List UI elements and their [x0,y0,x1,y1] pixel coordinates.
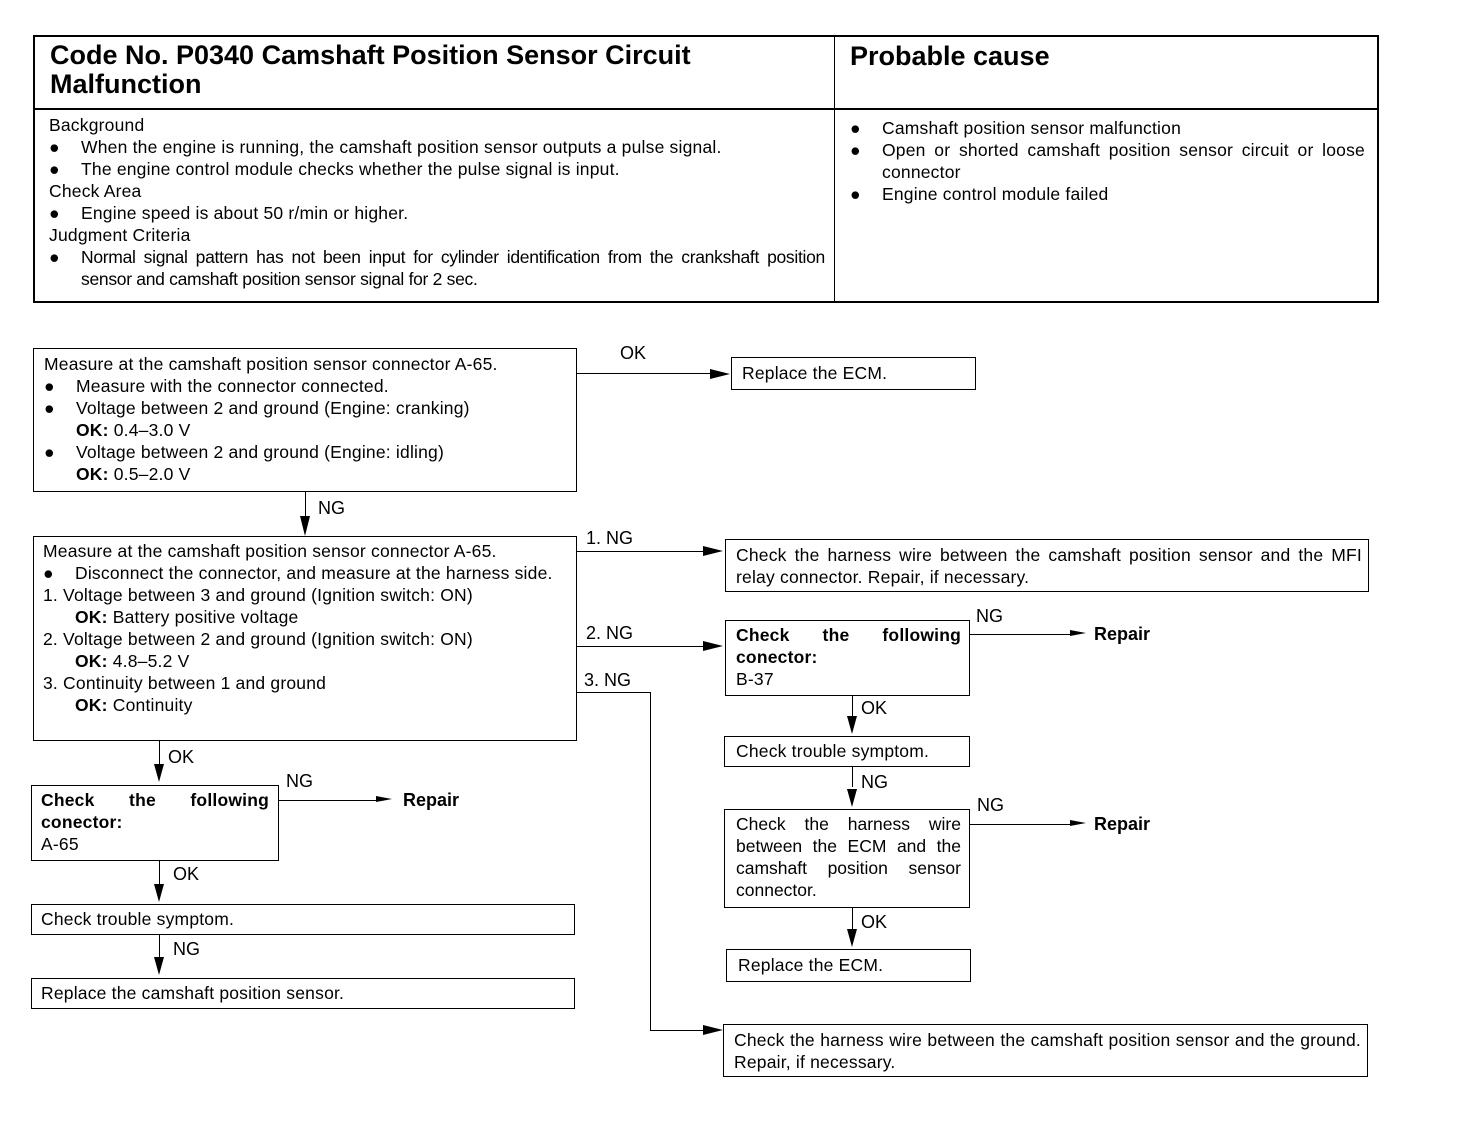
replace-ecm-box-top: Replace the ECM. [731,357,976,390]
probable-cause-item: ● Engine control module failed [850,184,1109,204]
ng2-repair-label: Repair [1094,624,1151,644]
probable-cause-item: ● Camshaft position sensor malfunction [850,118,1182,138]
bullet-icon: ● [49,137,60,157]
check-connector-title: Check the following conector: [41,790,269,832]
check-connector-a65-box [31,785,279,861]
bullet-icon: ● [44,442,55,462]
ng2-label: 2. NG [586,623,634,643]
ng2-harness-repair-label: Repair [1094,814,1151,834]
step1-item: ● Measure with the connector connected. [44,376,389,396]
arrow-right-icon [1070,630,1086,636]
step2-title: Measure at the camshaft position sensor connector A-65. [43,541,497,561]
connector-line [650,692,651,1030]
arrow-right-icon [703,1025,723,1035]
bullet-icon: ● [44,376,55,396]
step1-ok-idling: OK: 0.5–2.0 V [76,464,191,484]
arrow-down-icon [300,516,310,536]
connector-line [577,551,705,552]
step2-item2: 2. Voltage between 2 and ground (Ignition switch: ON) [43,629,473,649]
ng2-trouble-ng-label: NG [861,772,888,792]
arrow-down-icon [847,716,857,734]
connector-line [577,692,651,693]
check-area-item: ● Engine speed is about 50 r/min or higher. [49,203,409,223]
a65-ok-label: OK [173,864,200,884]
description-panel [49,114,825,290]
a65-ng-label: NG [286,771,313,791]
bullet-icon: ● [49,159,60,179]
connector-id: B-37 [736,669,774,689]
ng2-harness-ng-label: NG [977,795,1004,815]
ng1-result-box: Check the harness wire between the camshaft position sensor and the MFI relay connector. Repair, if necessary. [725,539,1369,592]
arrow-down-icon [154,764,164,782]
ng3-label: 3. NG [584,670,632,690]
header-divider-horizontal [33,108,1379,110]
bullet-icon: ● [43,563,54,583]
background-label: Background [49,115,145,135]
ng2-ng-label: NG [976,606,1003,626]
probable-cause-list [850,117,1365,205]
judgment-label: Judgment Criteria [49,225,191,245]
left-trouble-ng-label: NG [173,939,200,959]
ng1-label: 1. NG [586,528,634,548]
bullet-icon: ● [49,203,60,223]
code-title: Code No. P0340 Camshaft Position Sensor Circuit Malfunction [50,40,691,99]
left-trouble-box: Check trouble symptom. [31,904,575,935]
arrow-down-icon [154,957,164,975]
connector-line [852,696,853,716]
step2-item3: 3. Continuity between 1 and ground [43,673,327,693]
connector-line [577,373,712,374]
step1-item: ● Voltage between 2 and ground (Engine: cranking) [44,398,470,418]
bullet-icon: ● [850,140,861,160]
step2-box [33,536,577,741]
check-area-label: Check Area [49,181,142,201]
connector-line [305,492,306,518]
step2-bullet: ● Disconnect the connector, and measure at the harness side. [43,563,553,583]
step1-ng-label: NG [318,498,345,518]
check-connector-title: Check the following conector: [736,625,961,667]
connector-line [650,1030,705,1031]
connector-line [159,935,160,957]
step2-item3-ok: OK: Continuity [75,695,193,715]
a65-repair-label: Repair [403,790,460,810]
ng2-harness-ok-label: OK [861,912,888,932]
step2-ok-label: OK [168,747,195,767]
connector-line [970,824,1075,825]
check-connector-b37-box [725,620,970,696]
arrow-down-icon [154,884,164,902]
bullet-icon: ● [44,398,55,418]
arrow-right-icon [703,546,723,556]
probable-cause-item: ● Open or shorted camshaft position sensor circuit or loose connector [850,140,1365,182]
connector-line [852,908,853,930]
step2-item1: 1. Voltage between 3 and ground (Ignition switch: ON) [43,585,473,605]
step1-ok-cranking: OK: 0.4–3.0 V [76,420,191,440]
bullet-icon: ● [850,118,861,138]
connector-line [279,800,379,801]
connector-line [577,646,705,647]
arrow-down-icon [847,929,857,947]
arrow-right-icon [376,796,392,802]
arrow-right-icon [703,641,723,651]
connector-line [159,861,160,885]
ng2-trouble-box: Check trouble symptom. [724,736,970,767]
connector-line [852,767,853,787]
ng3-result-box: Check the harness wire between the camshaft position sensor and the ground. Repair, if necessary. [723,1024,1368,1077]
step1-ok-label: OK [620,343,647,363]
step2-item1-ok: OK: Battery positive voltage [75,607,299,627]
header-divider-vertical [834,35,835,303]
ng2-replace-ecm-box: Replace the ECM. [726,949,971,982]
ng2-ok-label: OK [861,698,888,718]
connector-line [159,741,160,765]
background-item: ● When the engine is running, the camshaft position sensor outputs a pulse signal. [49,137,722,157]
bullet-icon: ● [49,247,60,267]
bullet-icon: ● [850,184,861,204]
replace-sensor-box: Replace the camshaft position sensor. [31,978,575,1009]
step1-title: Measure at the camshaft position sensor connector A-65. [44,354,498,374]
judgment-item: ● Normal signal pattern has not been input for cylinder identification from the crankshaft position sensor and camshaft position sensor signal for 2 sec. [49,247,825,289]
probable-cause-title: Probable cause [850,41,1050,71]
arrow-down-icon [847,789,857,807]
connector-id: A-65 [41,834,79,854]
ng2-harness-box: Check the harness wire between the ECM and the camshaft position sensor connector. [724,809,970,908]
connector-line [970,634,1075,635]
step1-box [33,348,577,492]
arrow-right-icon [1070,820,1086,826]
step2-item2-ok: OK: 4.8–5.2 V [75,651,190,671]
arrow-right-icon [710,369,730,379]
background-item: ● The engine control module checks whether the pulse signal is input. [49,159,620,179]
step1-item: ● Voltage between 2 and ground (Engine: idling) [44,442,445,462]
